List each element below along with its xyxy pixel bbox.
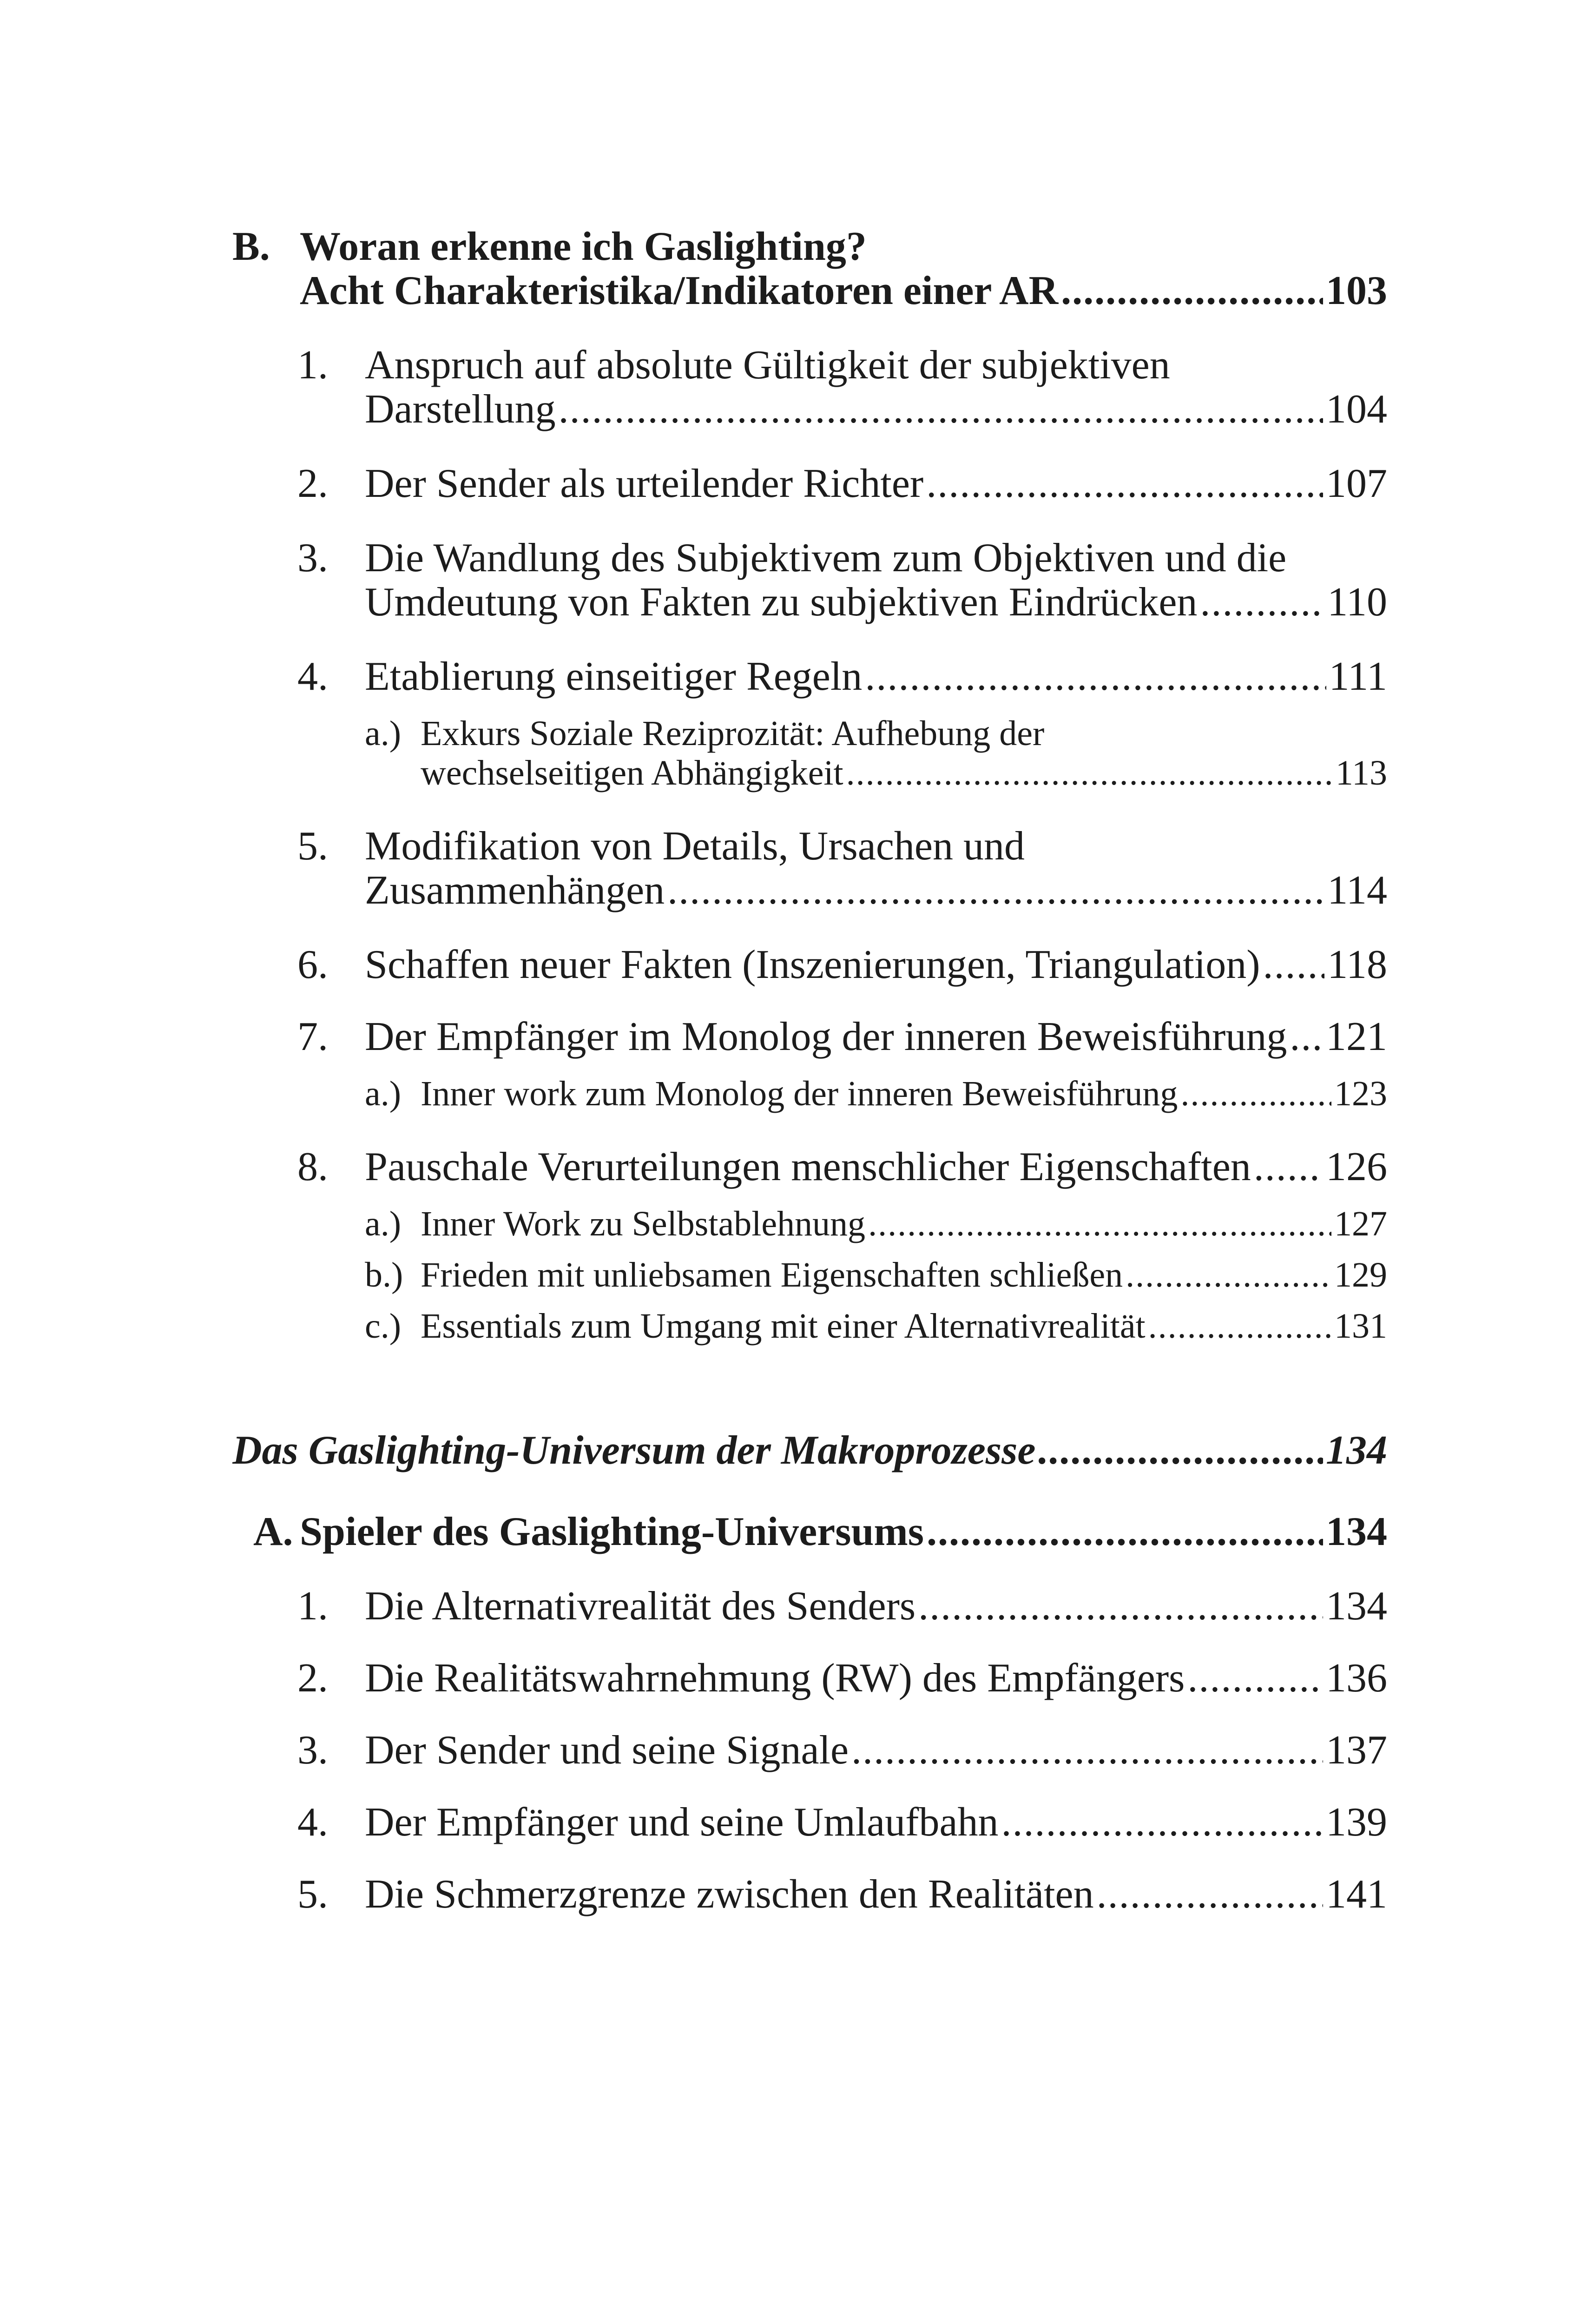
subitem-letter: c.) [365, 1307, 402, 1346]
dot-leader [846, 753, 1333, 793]
dot-leader [926, 460, 1323, 507]
dot-leader [1263, 941, 1325, 988]
page-number: 118 [1327, 942, 1387, 987]
page-number: 110 [1327, 580, 1387, 625]
section-a-heading[interactable] [300, 1508, 1387, 1555]
entry-title: Frieden mit unliebsamen Eigenschaften schließen [421, 1255, 1123, 1294]
entry-title: Modifikation von Details, Ursachen und [365, 824, 1025, 869]
toc-entry-line [365, 535, 1387, 581]
dot-leader [1200, 579, 1324, 626]
page-number: 127 [1334, 1204, 1387, 1243]
toc-entry-a5[interactable] [365, 1871, 1387, 1918]
page-number: 141 [1326, 1872, 1387, 1917]
entry-title: Die Realitätswahrnehmung (RW) des Empfängers [365, 1656, 1185, 1701]
page-number: 104 [1326, 387, 1387, 432]
section-a-letter: A. [253, 1509, 293, 1554]
page-number: 136 [1326, 1656, 1387, 1701]
item-number: 3. [297, 535, 328, 581]
toc-entry-line [365, 342, 1387, 389]
page-number: 131 [1334, 1307, 1387, 1346]
section-b-title-line2: Acht Charakteristika/Indikatoren einer AR [300, 268, 1059, 313]
toc-entry-1[interactable] [365, 386, 1387, 433]
dot-leader [1061, 267, 1323, 314]
entry-title: Der Sender und seine Signale [365, 1728, 849, 1773]
toc-entry-a4[interactable] [365, 1799, 1387, 1846]
entry-title: Der Sender als urteilender Richter [365, 461, 924, 506]
entry-title: Inner work zum Monolog der inneren Beweisführung [421, 1074, 1178, 1113]
page-number: 126 [1326, 1144, 1387, 1189]
entry-title: Die Wandlung des Subjektivem zum Objektiven und die [365, 535, 1287, 581]
toc-entry-5[interactable] [365, 867, 1387, 914]
toc-entry-a3[interactable] [365, 1727, 1387, 1774]
section-a-title: Spieler des Gaslighting-Universums [300, 1509, 924, 1554]
page-number: 113 [1335, 753, 1387, 792]
item-number: 5. [297, 1872, 328, 1917]
toc-subentry-7a[interactable] [421, 1074, 1387, 1114]
entry-title: Der Empfänger und seine Umlaufbahn [365, 1800, 999, 1845]
entry-title: Anspruch auf absolute Gültigkeit der subjektiven [365, 343, 1170, 388]
subitem-letter: b.) [365, 1255, 403, 1294]
dot-leader [851, 1727, 1323, 1774]
toc-subentry-8b[interactable] [421, 1255, 1387, 1295]
toc-entry-6[interactable] [365, 941, 1387, 988]
page-number: 123 [1334, 1074, 1387, 1113]
subitem-letter: a.) [365, 714, 402, 753]
chapter-title: Das Gaslighting-Universum der Makroprozesse [232, 1428, 1036, 1473]
page-number: 103 [1326, 268, 1387, 313]
toc-entry-line [365, 823, 1387, 870]
entry-title: Pauschale Verurteilungen menschlicher Eigenschaften [365, 1144, 1251, 1189]
entry-title: Der Empfänger im Monolog der inneren Beweisführung [365, 1014, 1287, 1059]
dot-leader [1126, 1255, 1331, 1295]
page-number: 137 [1326, 1728, 1387, 1773]
chapter-entry[interactable] [232, 1427, 1387, 1474]
toc-entry-3[interactable] [365, 579, 1387, 626]
item-number: 2. [297, 461, 328, 506]
entry-title: Essentials zum Umgang mit einer Alternativrealität [421, 1307, 1146, 1346]
entry-title: wechselseitigen Abhängigkeit [421, 753, 843, 792]
dot-leader [1038, 1427, 1323, 1474]
subitem-letter: a.) [365, 1204, 402, 1243]
page-number: 111 [1329, 654, 1387, 699]
dot-leader [1254, 1143, 1323, 1190]
toc-entry-7[interactable] [365, 1013, 1387, 1060]
page-number: 139 [1326, 1800, 1387, 1845]
dot-leader [1097, 1871, 1323, 1918]
dot-leader [1001, 1799, 1323, 1846]
toc-subentry-8a[interactable] [421, 1204, 1387, 1244]
dot-leader [927, 1508, 1323, 1555]
dot-leader [865, 653, 1326, 700]
page-number: 129 [1334, 1255, 1387, 1294]
entry-title: Die Alternativrealität des Senders [365, 1584, 916, 1629]
entry-title: Darstellung [365, 387, 556, 432]
dot-leader [1187, 1655, 1323, 1702]
page-number: 107 [1326, 461, 1387, 506]
toc-entry-a1[interactable] [365, 1583, 1387, 1630]
section-b-heading-line2[interactable] [300, 267, 1387, 314]
item-number: 3. [297, 1728, 328, 1773]
item-number: 6. [297, 942, 328, 987]
page-number: 121 [1326, 1014, 1387, 1059]
section-b-heading-line1 [300, 223, 1387, 270]
toc-subentry-4a[interactable] [421, 753, 1387, 793]
dot-leader [868, 1204, 1331, 1244]
toc-entry-2[interactable] [365, 460, 1387, 507]
item-number: 2. [297, 1656, 328, 1701]
dot-leader [918, 1583, 1323, 1630]
item-number: 1. [297, 343, 328, 388]
dot-leader [1148, 1306, 1331, 1347]
toc-subentry-8c[interactable] [421, 1306, 1387, 1347]
entry-title: Exkurs Soziale Reziprozität: Aufhebung der [421, 714, 1045, 753]
item-number: 7. [297, 1014, 328, 1059]
entry-title: Umdeutung von Fakten zu subjektiven Eindrücken [365, 580, 1198, 625]
item-number: 5. [297, 824, 328, 869]
entry-title: Inner Work zu Selbstablehnung [421, 1204, 866, 1243]
toc-entry-line [421, 713, 1387, 754]
page-number: 134 [1326, 1584, 1387, 1629]
page-number: 114 [1327, 868, 1387, 913]
entry-title: Schaffen neuer Fakten (Inszenierungen, Triangulation) [365, 942, 1260, 987]
dot-leader [1290, 1013, 1323, 1060]
entry-title: Zusammenhängen [365, 868, 665, 913]
section-b-title-line1: Woran erkenne ich Gaslighting? [300, 224, 867, 269]
entry-title: Etablierung einseitiger Regeln [365, 654, 863, 699]
toc-entry-a2[interactable] [365, 1655, 1387, 1702]
entry-title: Die Schmerzgrenze zwischen den Realitäten [365, 1872, 1094, 1917]
toc-entry-4[interactable] [365, 653, 1387, 700]
subitem-letter: a.) [365, 1074, 402, 1113]
item-number: 4. [297, 1800, 328, 1845]
dot-leader [667, 867, 1324, 914]
page-number: 134 [1326, 1428, 1387, 1473]
toc-entry-8[interactable] [365, 1143, 1387, 1190]
item-number: 1. [297, 1584, 328, 1629]
page-number: 134 [1326, 1509, 1387, 1554]
item-number: 8. [297, 1144, 328, 1189]
section-b-letter: B. [232, 224, 270, 269]
dot-leader [559, 386, 1323, 433]
dot-leader [1180, 1074, 1331, 1114]
item-number: 4. [297, 654, 328, 699]
